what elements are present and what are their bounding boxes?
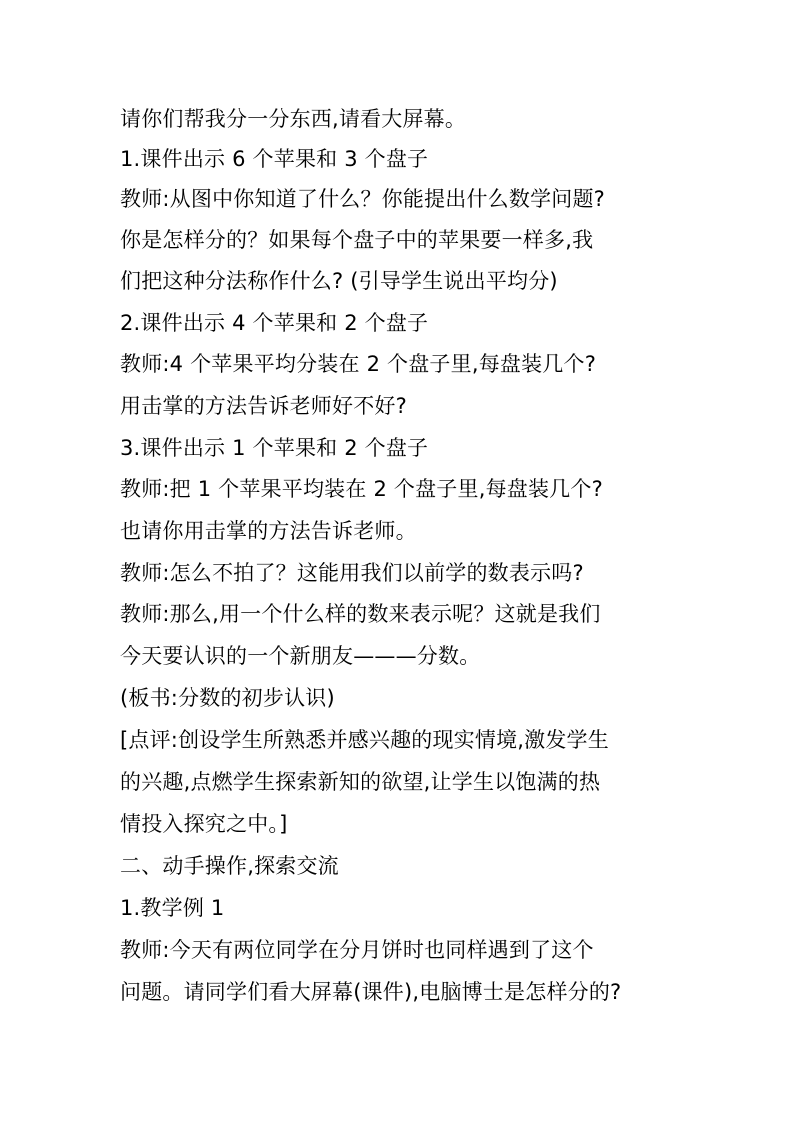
text-line-20: 1.教学例 1	[120, 896, 225, 920]
text-line-19: 二、动手操作,探索交流	[120, 854, 339, 878]
text-line-17: 的兴趣,点燃学生探索新知的欲望,让学生以饱满的热	[120, 770, 601, 794]
text-line-21: 教师:今天有两位同学在分月饼时也同样遇到了这个	[120, 938, 594, 962]
text-line-5: 们把这种分法称作什么? (引导学生说出平均分)	[120, 269, 558, 293]
text-line-2: 1.课件出示 6 个苹果和 3 个盘子	[120, 147, 429, 171]
text-line-10: 教师:把 1 个苹果平均装在 2 个盘子里,每盘装几个?	[120, 477, 603, 501]
text-line-9: 3.课件出示 1 个苹果和 2 个盘子	[120, 436, 429, 460]
text-line-4: 你是怎样分的？如果每个盘子中的苹果要一样多,我	[120, 228, 594, 252]
text-line-1: 请你们帮我分一分东西,请看大屏幕。	[120, 107, 467, 131]
text-line-8: 用击掌的方法告诉老师好不好?	[120, 394, 407, 418]
text-line-7: 教师:4 个苹果平均分装在 2 个盘子里,每盘装几个?	[120, 352, 597, 376]
text-line-16: [点评:创设学生所熟悉并感兴趣的现实情境,激发学生	[120, 728, 609, 752]
text-line-22: 问题。请同学们看大屏幕(课件),电脑博士是怎样分的?	[120, 980, 622, 1004]
text-line-12: 教师:怎么不拍了？这能用我们以前学的数表示吗?	[120, 561, 584, 585]
text-line-14: 今天要认识的一个新朋友———分数。	[120, 644, 481, 668]
text-line-18: 情投入探究之中。]	[120, 812, 288, 836]
text-line-11: 也请你用击掌的方法告诉老师。	[120, 519, 417, 543]
text-line-15: (板书:分数的初步认识)	[120, 686, 335, 710]
text-line-6: 2.课件出示 4 个苹果和 2 个盘子	[120, 311, 429, 335]
text-line-3: 教师:从图中你知道了什么？你能提出什么数学问题?	[120, 187, 606, 211]
text-line-13: 教师:那么,用一个什么样的数来表示呢？这就是我们	[120, 602, 601, 626]
